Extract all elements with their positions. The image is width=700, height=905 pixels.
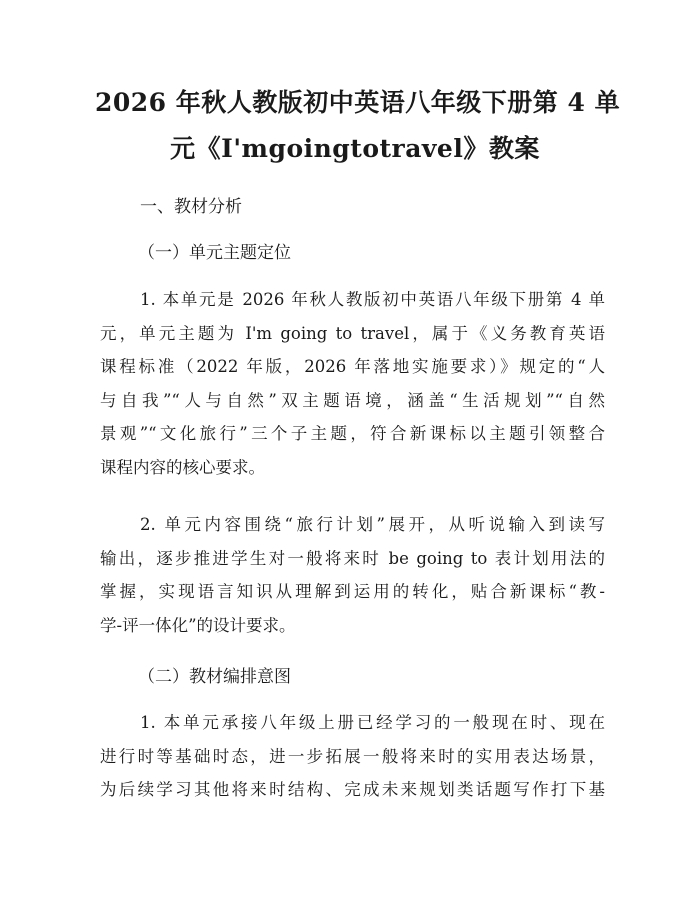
section-heading: 一、教材分析 [140,197,242,217]
title-line: 元《I'mgoingtotravel》教案 [170,134,540,163]
paragraph-line: 掌握，实现语言知识从理解到运用的转化，贴合新课标“教- [100,582,605,601]
paragraph-line: 为后续学习其他将来时结构、完成未来规划类话题写作打下基 [100,780,605,799]
paragraph-line: 输出，逐步推进学生对一般将来时 be going to 表计划用法的 [100,548,605,568]
paragraph-line: 课程内容的核心要求。 [100,457,265,477]
title-line: 2026 年秋人教版初中英语八年级下册第 4 单 [95,88,621,117]
paragraph-line: 景观”“文化旅行”三个子主题，符合新课标以主题引领整合 [100,424,605,443]
paragraph-line: 进行时等基础时态，进一步拓展一般将来时的实用表达场景， [100,746,605,766]
paragraph-2 [100,508,605,642]
paragraph-line: 课程标准（2022 年版，2026 年落地实施要求）》规定的“人 [100,357,605,376]
document-title [95,80,621,172]
subsection-heading: （二）教材编排意图 [138,667,291,687]
subsection-heading: （一）单元主题定位 [138,243,291,263]
paragraph-line: 元，单元主题为 I'm going to travel，属于《义务教育英语 [100,323,605,343]
paragraph-line: 2. 单元内容围绕“旅行计划”展开，从听说输入到读写 [140,515,605,534]
paragraph-1 [100,283,605,484]
paragraph-line: 1. 本单元是 2026 年秋人教版初中英语八年级下册第 4 单 [140,290,605,309]
paragraph-line: 与自我”“人与自然”双主题语境，涵盖“生活规划”“自然 [100,390,605,410]
paragraph-line: 1. 本单元承接八年级上册已经学习的一般现在时、现在 [140,713,605,732]
paragraph-line: 学-评一体化”的设计要求。 [100,615,296,635]
paragraph-3 [100,706,605,807]
